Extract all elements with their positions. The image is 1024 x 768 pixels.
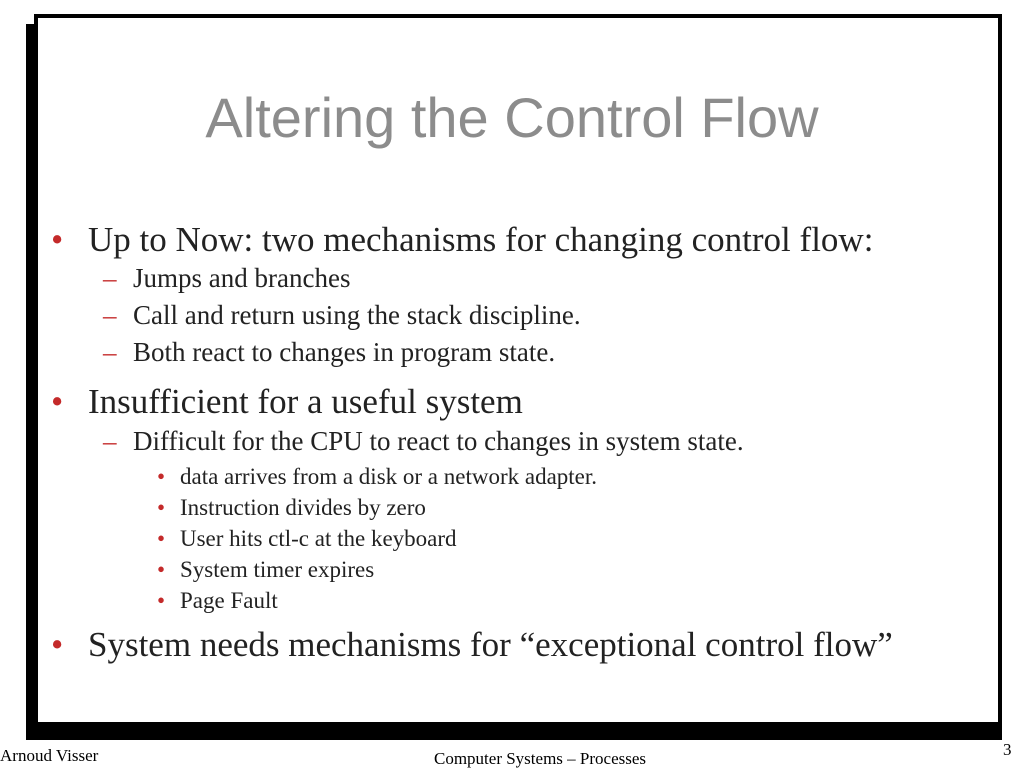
- bullet-icon: •: [157, 588, 166, 613]
- bullet-icon: •: [157, 464, 166, 489]
- bullet-icon: •: [51, 382, 64, 421]
- bullet-level1-text: Up to Now: two mechanisms for changing control flow:: [88, 220, 874, 259]
- bullet-icon: •: [51, 625, 64, 664]
- bullet-level2-text: Difficult for the CPU to react to changes in system state.: [133, 426, 744, 456]
- bullet-level3-text: data arrives from a disk or a network adapter.: [180, 464, 598, 489]
- bullet-icon: •: [157, 495, 166, 520]
- bullet-icon: •: [157, 557, 166, 582]
- bullet-level3-text: User hits ctl-c at the keyboard: [180, 526, 457, 551]
- footer-course: Computer Systems – Processes: [433, 749, 647, 768]
- page-number: 3: [1003, 740, 1012, 759]
- dash-icon: –: [103, 337, 117, 367]
- bullet-level1-text: Insufficient for a useful system: [88, 382, 523, 421]
- bullet-level2-text: Jumps and branches: [133, 263, 351, 293]
- slide-title: Altering the Control Flow: [205, 86, 819, 149]
- bullet-level3-text: Page Fault: [180, 588, 278, 613]
- dash-icon: –: [103, 426, 117, 456]
- bullet-level3-text: Instruction divides by zero: [180, 495, 426, 520]
- dash-icon: –: [103, 263, 117, 293]
- bullet-level2-text: Both react to changes in program state.: [133, 337, 556, 367]
- bullet-icon: •: [51, 220, 64, 259]
- footer-author: Arnoud Visser: [0, 746, 99, 765]
- bullet-level2-text: Call and return using the stack discipline.: [133, 300, 581, 330]
- bullet-level3-text: System timer expires: [180, 557, 375, 582]
- dash-icon: –: [103, 300, 117, 330]
- bullet-level1-text: System needs mechanisms for “exceptional control flow”: [88, 625, 893, 664]
- bullet-icon: •: [157, 526, 166, 551]
